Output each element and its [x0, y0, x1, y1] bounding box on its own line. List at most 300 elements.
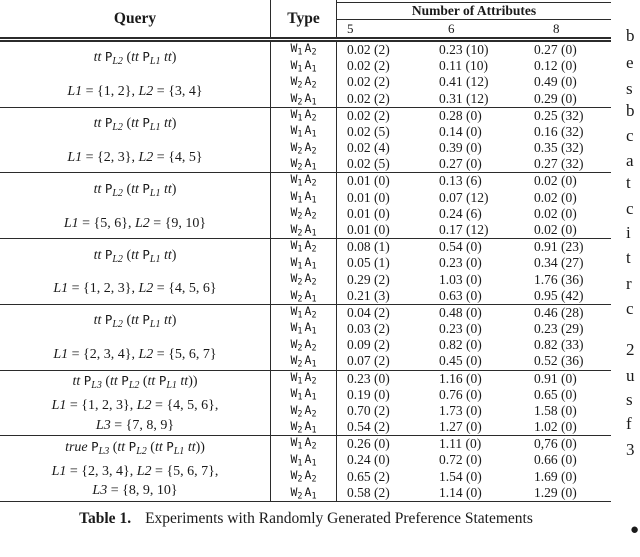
runtime-value: 0.08 (1): [347, 239, 390, 255]
type-char: A: [304, 123, 312, 138]
query-token: tt: [93, 247, 105, 263]
query-token: L3: [91, 379, 102, 391]
query-cell: [0, 436, 270, 501]
type-char: A: [304, 90, 312, 105]
value-row: [347, 256, 611, 270]
value-row: [347, 157, 611, 171]
type-char: 2: [311, 244, 317, 255]
query-token: )): [195, 439, 205, 455]
query-token: L2: [128, 379, 140, 391]
type-char: A: [304, 254, 312, 269]
values-cell: [337, 239, 611, 304]
query-token: L1: [149, 56, 161, 68]
type-label: [290, 173, 316, 190]
query-token: tt: [131, 247, 143, 263]
values-cell: [337, 173, 611, 238]
type-char: 2: [297, 425, 303, 436]
query-token: L3: [92, 483, 108, 499]
type-char: A: [304, 221, 312, 236]
type-char: 2: [297, 359, 303, 370]
runtime-value: 0.02 (2): [347, 42, 390, 58]
runtime-value: 1.73 (0): [439, 402, 482, 418]
query-token: tt: [93, 313, 105, 329]
clipped-text-fragment: c: [626, 199, 634, 218]
value-row: [347, 420, 611, 434]
type-char: 1: [297, 326, 303, 337]
query-line: [53, 347, 216, 362]
type-char: W: [290, 106, 298, 121]
type-label: [290, 256, 316, 273]
attributes-header: [337, 0, 611, 37]
runtime-value: 0.23 (0): [439, 255, 482, 271]
type-label: [290, 354, 316, 371]
query-group-7: [0, 436, 611, 502]
type-char: 2: [297, 146, 303, 157]
table-caption-text: Experiments with Randomly Generated Preference Statements: [145, 510, 533, 527]
query-token: L1: [53, 347, 69, 363]
runtime-value: 0.34 (27): [534, 255, 584, 271]
type-char: W: [290, 172, 298, 187]
runtime-value: 0.70 (2): [347, 402, 390, 418]
runtime-value: 0.26 (0): [347, 436, 390, 452]
query-token: L2: [112, 319, 123, 331]
type-char: A: [304, 320, 312, 335]
runtime-value: 0.25 (32): [534, 107, 584, 123]
runtime-value: 0.11 (10): [439, 58, 488, 74]
query-token: = {7, 8, 9}: [110, 417, 175, 433]
runtime-value: 0.28 (0): [439, 107, 482, 123]
type-char: W: [290, 188, 298, 203]
query-token: tt: [147, 373, 159, 389]
query-token: L2: [112, 187, 123, 199]
type-label: [290, 206, 316, 223]
clipped-text-fragment: c: [626, 299, 634, 318]
value-row: [347, 43, 611, 57]
type-char: W: [290, 287, 298, 302]
query-token: (: [122, 181, 132, 197]
query-cell: [0, 239, 270, 304]
runtime-value: 0.82 (0): [439, 337, 482, 353]
query-token: = {9, 10}: [149, 215, 207, 231]
type-char: A: [304, 336, 312, 351]
query-cell: [0, 305, 270, 370]
type-char: A: [304, 106, 312, 121]
runtime-value: 0.23 (0): [439, 321, 482, 337]
query-token: tt: [131, 50, 143, 66]
preference-operator: P: [83, 372, 92, 388]
value-row: [347, 404, 611, 418]
type-char: A: [304, 238, 312, 253]
query-token: tt: [93, 116, 105, 132]
query-token: ): [171, 247, 177, 263]
type-label: [290, 453, 316, 470]
query-line: [92, 483, 177, 498]
runtime-value: 0.21 (3): [347, 287, 390, 303]
query-token: = {5, 6, 7}: [153, 347, 217, 363]
query-line: [65, 439, 205, 459]
query-token: )): [188, 373, 198, 389]
query-group-6: [0, 371, 611, 437]
type-char: 1: [297, 392, 303, 403]
type-cell: [270, 108, 337, 173]
query-token: L2: [136, 445, 147, 457]
type-char: 2: [311, 277, 317, 288]
type-char: 1: [311, 491, 317, 502]
runtime-value: 0.72 (0): [439, 452, 482, 468]
value-row: [347, 338, 611, 352]
type-char: A: [304, 41, 312, 55]
runtime-value: 0.01 (0): [347, 189, 390, 205]
query-token: L1: [63, 215, 79, 231]
query-token: = {2, 3},: [82, 149, 139, 165]
type-label: [290, 190, 316, 207]
type-label: [290, 338, 316, 355]
attribute-count-subheader: [337, 20, 611, 37]
type-char: 2: [311, 409, 317, 420]
table-header: [0, 0, 611, 42]
type-label: [290, 469, 316, 486]
query-group-4: [0, 239, 611, 305]
query-token: L1: [166, 379, 177, 391]
query-token: L2: [135, 215, 150, 231]
query-token: = {2, 3, 4},: [68, 347, 139, 363]
type-char: W: [290, 303, 298, 318]
query-token: L1: [53, 281, 69, 297]
clipped-text-fragment: e: [626, 53, 634, 72]
value-row: [347, 289, 611, 303]
clipped-text-fragment: f: [626, 414, 632, 433]
type-char: 1: [311, 261, 317, 272]
query-token: = {4, 5}: [153, 149, 203, 165]
type-char: 2: [297, 491, 303, 502]
type-char: W: [290, 320, 298, 335]
clipped-text-fragment: i: [626, 223, 631, 242]
query-token: L2: [136, 463, 152, 479]
query-token: tt: [110, 373, 122, 389]
value-row: [347, 354, 611, 368]
preference-operator: P: [142, 312, 150, 328]
type-char: W: [290, 353, 298, 368]
query-token: L2: [138, 281, 154, 297]
runtime-value: 0.02 (5): [347, 123, 390, 139]
runtime-value: 0.49 (0): [534, 74, 577, 90]
clipped-text-fragment: a: [626, 151, 634, 170]
type-label: [290, 420, 316, 437]
runtime-value: 0.23 (10): [439, 42, 489, 58]
runtime-value: 0.58 (2): [347, 484, 390, 500]
preference-operator: P: [104, 180, 113, 196]
query-token: (: [139, 373, 148, 389]
runtime-value: 0.01 (0): [347, 205, 390, 221]
type-label: [290, 42, 316, 59]
preference-operator: P: [142, 115, 150, 131]
type-char: W: [290, 156, 298, 171]
value-row: [347, 207, 611, 221]
values-cell: [337, 436, 611, 501]
type-char: 2: [297, 162, 303, 173]
type-cell: [270, 371, 337, 436]
query-token: tt: [93, 50, 105, 66]
type-label: [290, 321, 316, 338]
runtime-value: 0.35 (32): [534, 140, 584, 156]
type-char: W: [290, 402, 298, 417]
query-token: (: [122, 247, 132, 263]
query-token: tt: [176, 373, 189, 389]
type-char: W: [290, 419, 298, 434]
type-label: [290, 141, 316, 158]
type-label: [290, 272, 316, 289]
runtime-value: 0.52 (36): [534, 353, 584, 369]
values-cell: [337, 108, 611, 173]
type-char: 1: [297, 113, 303, 124]
values-cell: [337, 42, 611, 107]
clipped-text-fragment: t: [626, 173, 631, 192]
runtime-value: 0.29 (2): [347, 271, 390, 287]
type-char: W: [290, 254, 298, 269]
query-token: L2: [112, 253, 123, 265]
type-char: 1: [311, 64, 317, 74]
query-token: L1: [51, 397, 67, 413]
preference-operator: P: [91, 438, 99, 454]
query-token: tt: [131, 181, 143, 197]
query-token: tt: [117, 439, 129, 455]
type-char: 1: [311, 97, 317, 107]
query-line: [96, 418, 174, 433]
preference-operator: P: [158, 372, 167, 388]
type-char: W: [290, 435, 298, 450]
type-char: 2: [297, 294, 303, 305]
runtime-value: 1.27 (0): [439, 419, 482, 435]
type-char: W: [290, 451, 298, 466]
query-token: L3: [95, 417, 111, 433]
query-line: [94, 115, 177, 135]
query-token: L2: [138, 149, 154, 165]
runtime-value: 1.11 (0): [439, 436, 482, 452]
type-char: W: [290, 57, 298, 72]
query-token: (: [122, 313, 132, 329]
values-cell: [337, 371, 611, 436]
type-char: 1: [297, 129, 303, 140]
query-token: L2: [136, 397, 152, 413]
query-group-5: [0, 305, 611, 371]
runtime-value: 0.27 (0): [439, 156, 482, 172]
runtime-value: 0.02 (5): [347, 156, 390, 172]
type-char: 1: [311, 162, 317, 173]
value-row: [347, 125, 611, 139]
value-row: [347, 372, 611, 386]
query-token: L2: [138, 84, 154, 100]
query-group-1: [0, 42, 611, 108]
runtime-value: 0.24 (0): [347, 452, 390, 468]
value-row: [347, 174, 611, 188]
query-token: (: [122, 50, 132, 66]
query-token: tt: [160, 116, 172, 132]
type-char: 2: [311, 47, 317, 58]
query-group-3: [0, 173, 611, 239]
clipped-text-fragment: r: [626, 274, 632, 293]
type-char: 2: [297, 474, 303, 485]
type-char: 2: [311, 113, 317, 124]
value-row: [347, 109, 611, 123]
runtime-value: 0,76 (0): [534, 436, 577, 452]
type-char: W: [290, 123, 298, 138]
preference-operator: P: [142, 246, 150, 262]
type-cell: [270, 436, 337, 501]
type-char: 1: [311, 228, 317, 239]
attributes-group-title: Number of Attributes: [337, 2, 611, 20]
runtime-value: 0.45 (0): [439, 353, 482, 369]
preference-operator: P: [128, 438, 137, 454]
value-row: [347, 75, 611, 89]
type-char: 1: [297, 244, 303, 255]
query-token: = {4, 5, 6}: [153, 281, 217, 297]
runtime-value: 1.69 (0): [534, 468, 577, 484]
type-char: A: [304, 484, 312, 499]
query-token: tt: [72, 373, 84, 389]
query-line: [72, 373, 197, 393]
value-row: [347, 273, 611, 287]
runtime-value: 0.09 (2): [347, 337, 390, 353]
clipped-text-fragment: b: [626, 101, 635, 120]
query-column-header: Query: [113, 9, 157, 27]
type-char: 2: [297, 211, 303, 222]
runtime-value: 1.14 (0): [439, 484, 482, 500]
attr-col-8: 8: [553, 21, 560, 36]
type-char: W: [290, 468, 298, 483]
runtime-value: 0.41 (12): [439, 74, 489, 90]
table-caption: [0, 509, 612, 529]
type-char: W: [290, 90, 298, 105]
clipped-text-fragment: 2: [626, 340, 635, 359]
query-token: = {4, 5, 6},: [151, 397, 219, 413]
query-line: [94, 49, 177, 69]
type-char: 1: [297, 310, 303, 321]
runtime-value: 1.29 (0): [534, 484, 577, 500]
type-column-header: Type: [270, 0, 337, 37]
preference-operator: P: [104, 246, 113, 262]
query-token: (: [122, 116, 132, 132]
query-token: = {5, 6, 7},: [151, 463, 219, 479]
type-label: [290, 486, 316, 503]
type-char: 2: [311, 310, 317, 321]
type-char: 1: [311, 326, 317, 337]
query-token: L1: [149, 319, 161, 331]
query-token: L2: [112, 122, 123, 134]
values-cell: [337, 305, 611, 370]
type-char: 1: [297, 178, 303, 189]
runtime-value: 0.02 (0): [534, 222, 577, 237]
type-label: [290, 124, 316, 141]
table-caption-label: Table 1.: [79, 510, 132, 527]
query-token: tt: [160, 181, 172, 197]
type-char: W: [290, 369, 298, 384]
runtime-value: 0.02 (0): [534, 205, 577, 221]
type-char: W: [290, 221, 298, 236]
type-char: W: [290, 336, 298, 351]
preference-operator: P: [121, 372, 129, 388]
query-token: = {5, 6},: [78, 215, 135, 231]
query-token: L1: [67, 84, 83, 100]
runtime-value: 0.46 (28): [534, 304, 584, 320]
type-char: 2: [297, 228, 303, 239]
type-cell: [270, 42, 337, 107]
query-token: tt: [131, 116, 143, 132]
query-cell: [0, 42, 270, 107]
runtime-value: 0.07 (2): [347, 353, 390, 369]
runtime-value: 0.02 (4): [347, 140, 390, 156]
query-line: [94, 181, 177, 201]
runtime-value: 0.95 (42): [534, 287, 584, 303]
clipped-bullet: ●: [630, 522, 640, 538]
query-line: [67, 150, 202, 165]
runtime-value: 0.54 (0): [439, 239, 482, 255]
type-cell: [270, 173, 337, 238]
runtime-value: 0.14 (0): [439, 123, 482, 139]
type-label: [290, 157, 316, 174]
clipped-text-fragment: s: [626, 79, 633, 98]
runtime-value: 0.27 (0): [534, 42, 577, 58]
type-char: 2: [311, 441, 317, 452]
query-token: = {1, 2, 3},: [68, 281, 139, 297]
runtime-value: 0.02 (0): [534, 173, 577, 189]
runtime-value: 0.01 (0): [347, 173, 390, 189]
runtime-value: 1.03 (0): [439, 271, 482, 287]
runtime-value: 0.13 (6): [439, 173, 482, 189]
type-label: [290, 371, 316, 388]
runtime-value: 0.29 (0): [534, 90, 577, 106]
clipped-text-fragment: 3: [626, 440, 635, 459]
preference-operator: P: [104, 312, 113, 328]
type-label: [290, 92, 316, 109]
type-char: 2: [297, 277, 303, 288]
runtime-value: 0.39 (0): [439, 140, 482, 156]
clipped-text-fragment: c: [626, 126, 634, 145]
type-char: A: [304, 419, 312, 434]
type-char: 2: [297, 97, 303, 107]
type-char: A: [304, 287, 312, 302]
query-cell: [0, 173, 270, 238]
type-char: A: [304, 156, 312, 171]
query-line: [94, 312, 177, 332]
runtime-value: 0.65 (2): [347, 468, 390, 484]
clipped-text-fragment: b: [626, 26, 635, 45]
runtime-value: 1.76 (36): [534, 271, 584, 287]
type-label: [290, 387, 316, 404]
type-char: A: [304, 468, 312, 483]
preference-operator: P: [104, 49, 113, 65]
type-char: A: [304, 435, 312, 450]
runtime-value: 0.65 (0): [534, 386, 577, 402]
type-char: 1: [311, 294, 317, 305]
type-char: 1: [297, 458, 303, 469]
value-row: [347, 59, 611, 73]
preference-operator: P: [166, 438, 174, 454]
type-char: W: [290, 205, 298, 220]
query-token: (: [109, 439, 118, 455]
type-char: 2: [311, 474, 317, 485]
type-label: [290, 75, 316, 92]
runtime-value: 1.02 (0): [534, 419, 577, 435]
clipped-text-fragment: t: [626, 248, 631, 267]
query-token: L1: [51, 463, 67, 479]
query-token: L2: [138, 347, 154, 363]
runtime-value: 1.58 (0): [534, 402, 577, 418]
type-char: W: [290, 484, 298, 499]
type-char: 1: [311, 458, 317, 469]
query-token: = {2, 3, 4},: [66, 463, 137, 479]
value-row: [347, 388, 611, 402]
query-token: tt: [184, 439, 196, 455]
